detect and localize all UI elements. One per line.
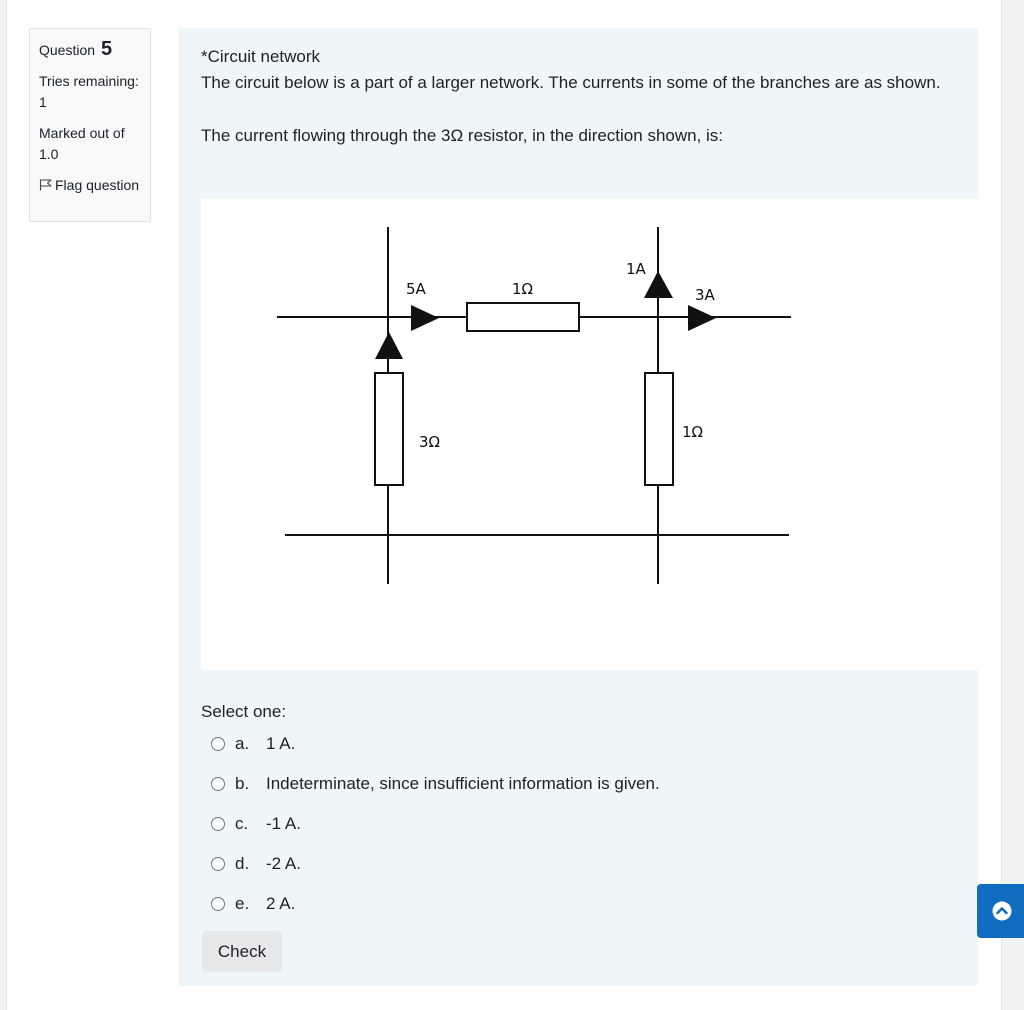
- arrow-5a-right: [411, 305, 439, 331]
- label-3a: 3A: [695, 286, 715, 304]
- option-c-radio[interactable]: [211, 817, 225, 831]
- marked-out-of: Marked out of 1.0: [39, 125, 125, 162]
- option-e[interactable]: [211, 892, 901, 916]
- arrow-3a-right: [688, 305, 716, 331]
- label-1ohm-top: 1Ω: [512, 280, 534, 298]
- tries-remaining: Tries remaining: 1: [39, 73, 139, 110]
- option-c-letter: c.: [235, 814, 249, 833]
- option-d[interactable]: [211, 852, 901, 876]
- back-to-top-button[interactable]: [977, 884, 1024, 938]
- label-1a: 1A: [626, 260, 646, 278]
- option-b[interactable]: [211, 772, 901, 796]
- option-d-letter: d.: [235, 854, 250, 873]
- question-line-1: The circuit below is a part of a larger network. The currents in some of the branches are as shown.: [201, 73, 941, 92]
- option-c-text: -1 A.: [266, 814, 301, 833]
- resistor-3ohm: [375, 373, 403, 485]
- arrow-3ohm-up: [375, 332, 403, 359]
- arrow-1a-up: [644, 271, 673, 298]
- select-one-prompt: Select one:: [201, 702, 287, 721]
- option-c[interactable]: [211, 812, 901, 836]
- flag-icon: [39, 179, 53, 191]
- check-button[interactable]: Check: [202, 931, 282, 972]
- option-b-text: Indeterminate, since insufficient information is given.: [266, 774, 660, 793]
- option-a[interactable]: [211, 732, 901, 756]
- option-e-text: 2 A.: [266, 894, 296, 913]
- chevron-up-icon: [992, 901, 1012, 921]
- circuit-svg: [201, 199, 978, 670]
- option-d-radio[interactable]: [211, 857, 225, 871]
- resistor-1ohm-top: [467, 303, 579, 331]
- option-a-radio[interactable]: [211, 737, 225, 751]
- question-formulation: [178, 28, 978, 986]
- label-3ohm: 3Ω: [419, 433, 441, 451]
- question-info: [29, 28, 151, 222]
- resistor-1ohm-right: [645, 373, 673, 485]
- label-5a: 5A: [406, 280, 426, 298]
- question-line-2: The current flowing through the 3Ω resistor, in the direction shown, is:: [201, 126, 724, 145]
- label-1ohm-right: 1Ω: [682, 423, 704, 441]
- option-d-text: -2 A.: [266, 854, 301, 873]
- answer-block: [201, 700, 901, 932]
- question-number: Question 5: [39, 38, 113, 60]
- option-b-radio[interactable]: [211, 777, 225, 791]
- flag-question-link[interactable]: Flag question: [39, 175, 141, 196]
- option-e-letter: e.: [235, 894, 250, 913]
- circuit-diagram: [201, 199, 978, 670]
- option-b-letter: b.: [235, 774, 250, 793]
- option-e-radio[interactable]: [211, 897, 225, 911]
- question-title: *Circuit network: [201, 47, 321, 66]
- option-a-text: 1 A.: [266, 734, 296, 753]
- option-a-letter: a.: [235, 734, 250, 753]
- question-text: [201, 44, 941, 149]
